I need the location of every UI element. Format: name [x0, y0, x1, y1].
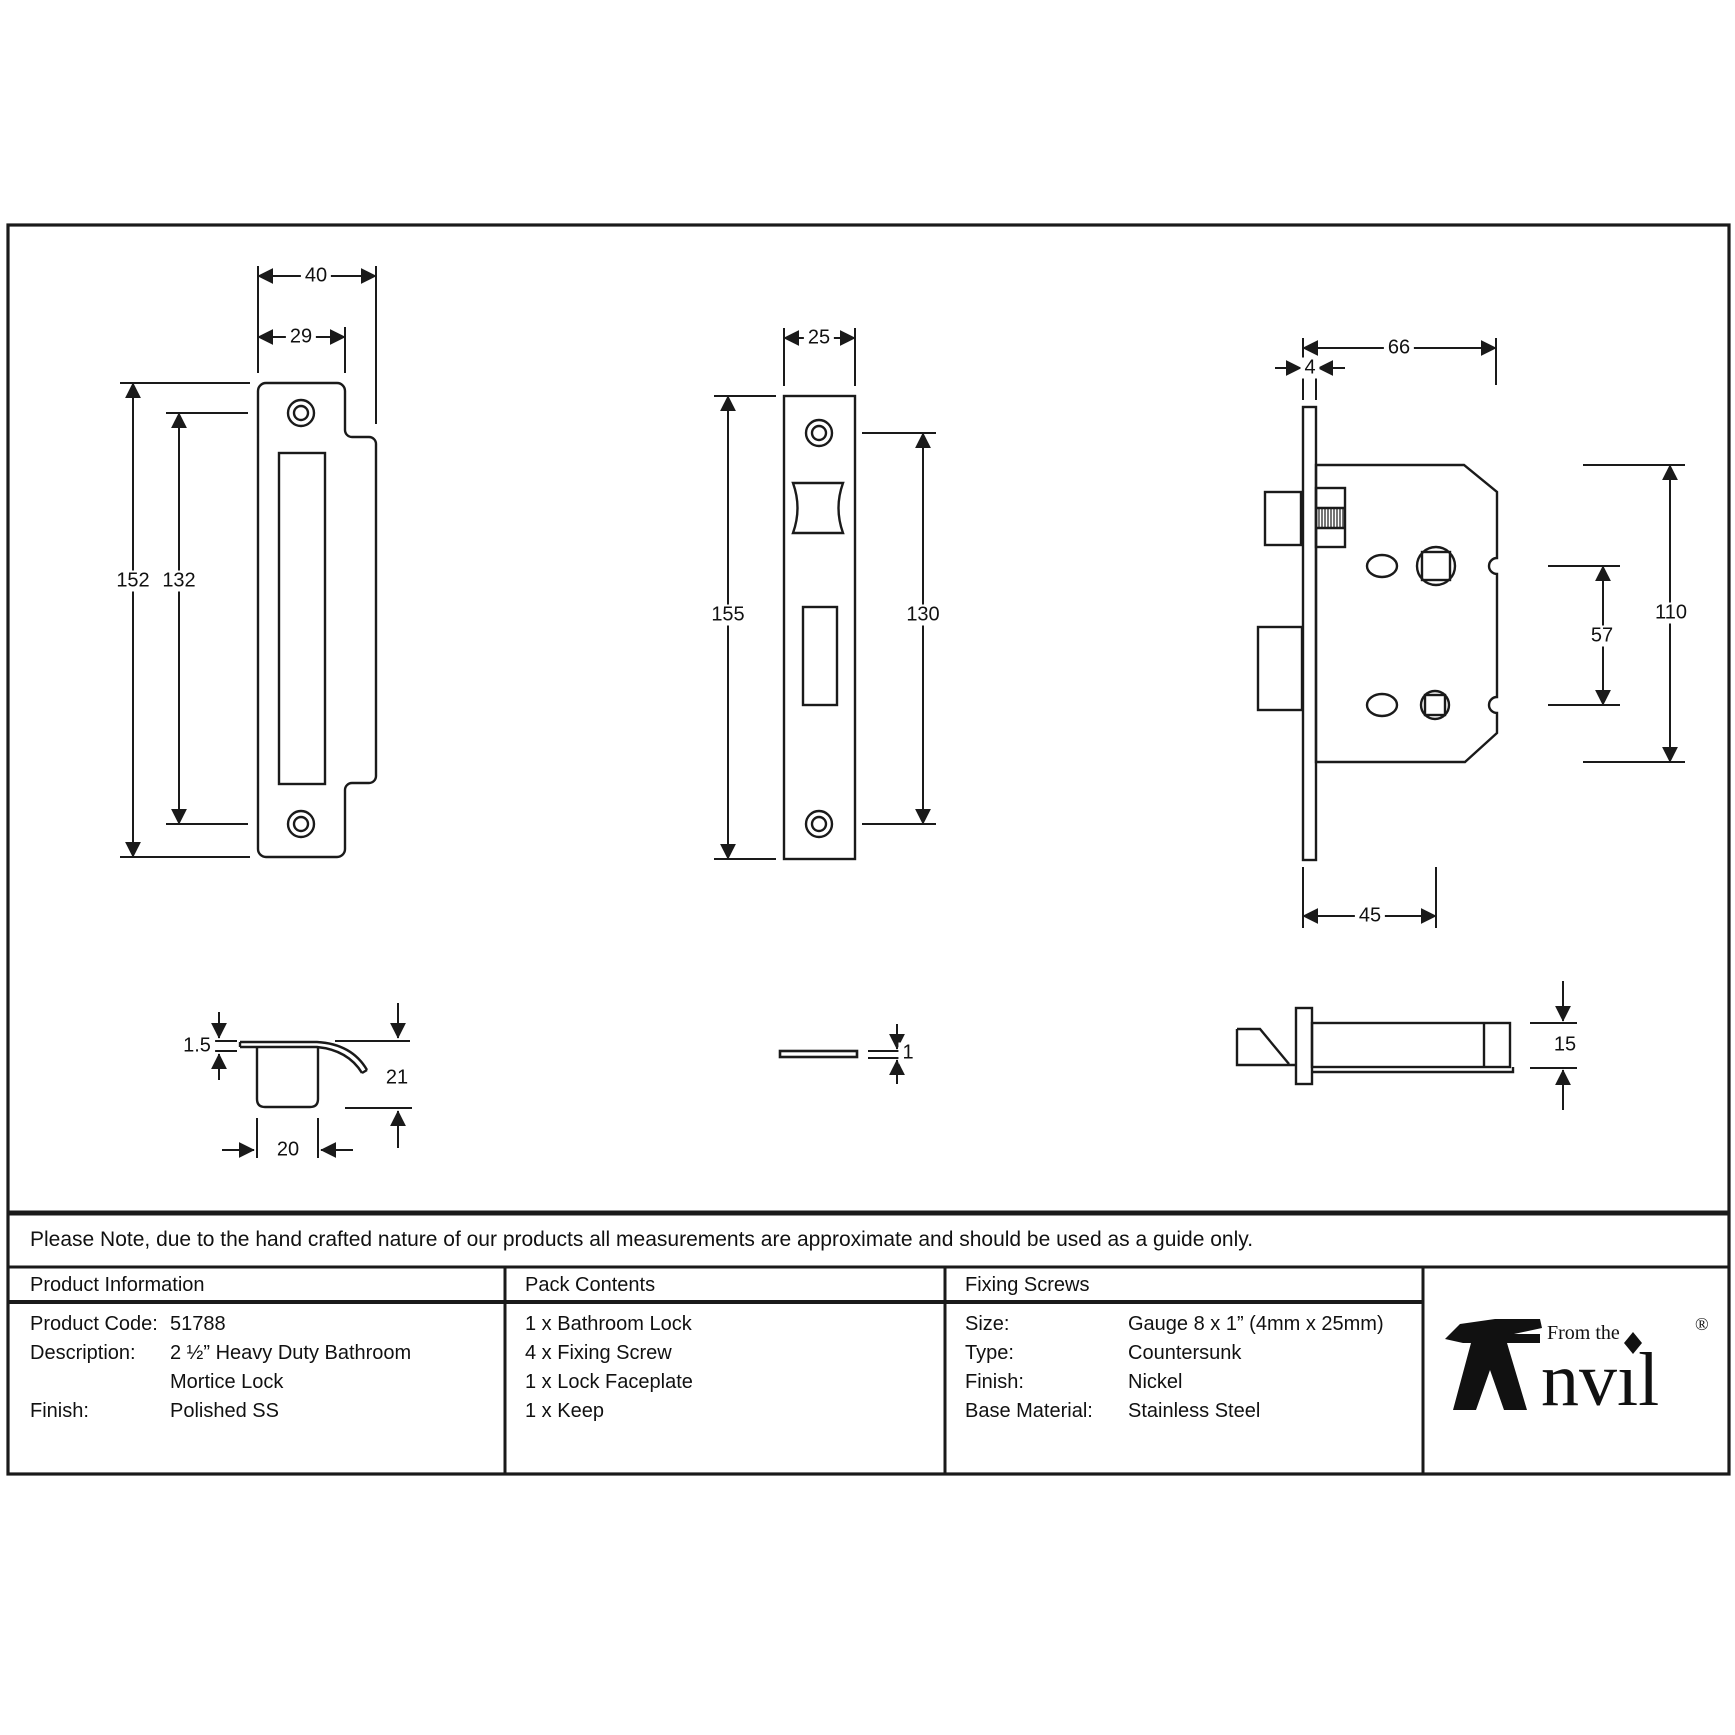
dim-keep-thickness: 1.5: [179, 1036, 215, 1057]
dim-faceplate-hole-spacing: 130: [902, 605, 943, 626]
pack-item: 4 x Fixing Screw: [525, 1342, 672, 1364]
logo-from-the: From the: [1547, 1322, 1620, 1344]
product-code-label: Product Code:: [30, 1313, 158, 1335]
pack-item: 1 x Keep: [525, 1400, 604, 1422]
dim-keep-overall-height: 152: [112, 571, 153, 592]
faceplate-side-view: [780, 1051, 857, 1057]
description-label: Description:: [30, 1342, 136, 1364]
dim-body-follower-spacing: 57: [1587, 626, 1617, 647]
pack-contents-cell: [525, 1267, 925, 1474]
from-the-anvil-logo: [1443, 1312, 1719, 1416]
faceplate-front-dimensions: [714, 328, 936, 859]
dim-latch-height: 15: [1550, 1035, 1580, 1056]
logo-anvil-text: nvıl: [1541, 1338, 1660, 1416]
screw-type-value: Countersunk: [1128, 1342, 1242, 1364]
finish-label: Finish:: [30, 1400, 89, 1422]
product-information-title: Product Information: [30, 1274, 205, 1296]
dim-faceplate-height: 155: [707, 605, 748, 626]
description-row: [30, 1339, 490, 1397]
dim-keep-width: 20: [273, 1140, 303, 1161]
dim-keep-overall-width: 40: [301, 266, 331, 287]
dim-body-height: 110: [1651, 603, 1691, 624]
description-value: 2 ½” Heavy Duty Bathroom Mortice Lock: [170, 1342, 412, 1393]
dim-faceplate-width: 25: [804, 328, 834, 349]
dim-keep-hole-spacing: 132: [158, 571, 199, 592]
screw-type-row: [965, 1339, 1405, 1368]
fixing-screws-cell: [965, 1267, 1405, 1474]
dim-keep-depth: 21: [382, 1068, 412, 1089]
lock-body-view: [1258, 407, 1497, 860]
measurement-note: Please Note, due to the hand crafted nature of our products all measurements are approximate and should be used as a guide only.: [30, 1228, 1254, 1251]
dim-faceplate-thickness: 1: [898, 1043, 917, 1064]
registered-trademark-icon: ®: [1695, 1314, 1709, 1334]
screw-finish-label: Finish:: [965, 1371, 1024, 1393]
anvil-legs-icon: [1453, 1343, 1527, 1410]
dim-body-faceplate-thickness: 4: [1300, 358, 1319, 379]
finish-value: Polished SS: [170, 1400, 279, 1422]
finish-row: [30, 1397, 490, 1426]
screw-material-row: [965, 1397, 1405, 1426]
keep-side-view: [240, 1042, 367, 1107]
brand-logo: [1443, 1312, 1719, 1416]
faceplate-side-dimensions: [868, 1024, 901, 1084]
screw-finish-row: [965, 1368, 1405, 1397]
screw-size-row: [965, 1310, 1405, 1339]
dim-body-depth: 66: [1384, 338, 1414, 359]
screw-size-value: Gauge 8 x 1” (4mm x 25mm): [1128, 1313, 1384, 1335]
faceplate-front-view: [784, 396, 855, 859]
product-code-row: [30, 1310, 490, 1339]
product-information-cell: [30, 1267, 490, 1474]
anvil-icon: [1445, 1319, 1542, 1343]
screw-finish-value: Nickel: [1128, 1371, 1183, 1393]
pack-item: 1 x Bathroom Lock: [525, 1313, 692, 1335]
dim-keep-plate-width: 29: [286, 327, 316, 348]
fixing-screws-title: Fixing Screws: [965, 1274, 1090, 1296]
screw-type-label: Type:: [965, 1342, 1014, 1364]
screw-material-label: Base Material:: [965, 1400, 1093, 1422]
dim-body-backset: 45: [1355, 906, 1385, 927]
lock-body-dimensions: [1275, 338, 1685, 928]
latch-side-view: [1237, 1008, 1513, 1084]
product-code-value: 51788: [170, 1313, 226, 1335]
keep-front-view: [258, 383, 376, 857]
screw-size-label: Size:: [965, 1313, 1010, 1335]
pack-contents-title: Pack Contents: [525, 1274, 656, 1296]
keep-front-dimensions: [120, 266, 376, 857]
screw-material-value: Stainless Steel: [1128, 1400, 1261, 1422]
pack-item: 1 x Lock Faceplate: [525, 1371, 693, 1393]
